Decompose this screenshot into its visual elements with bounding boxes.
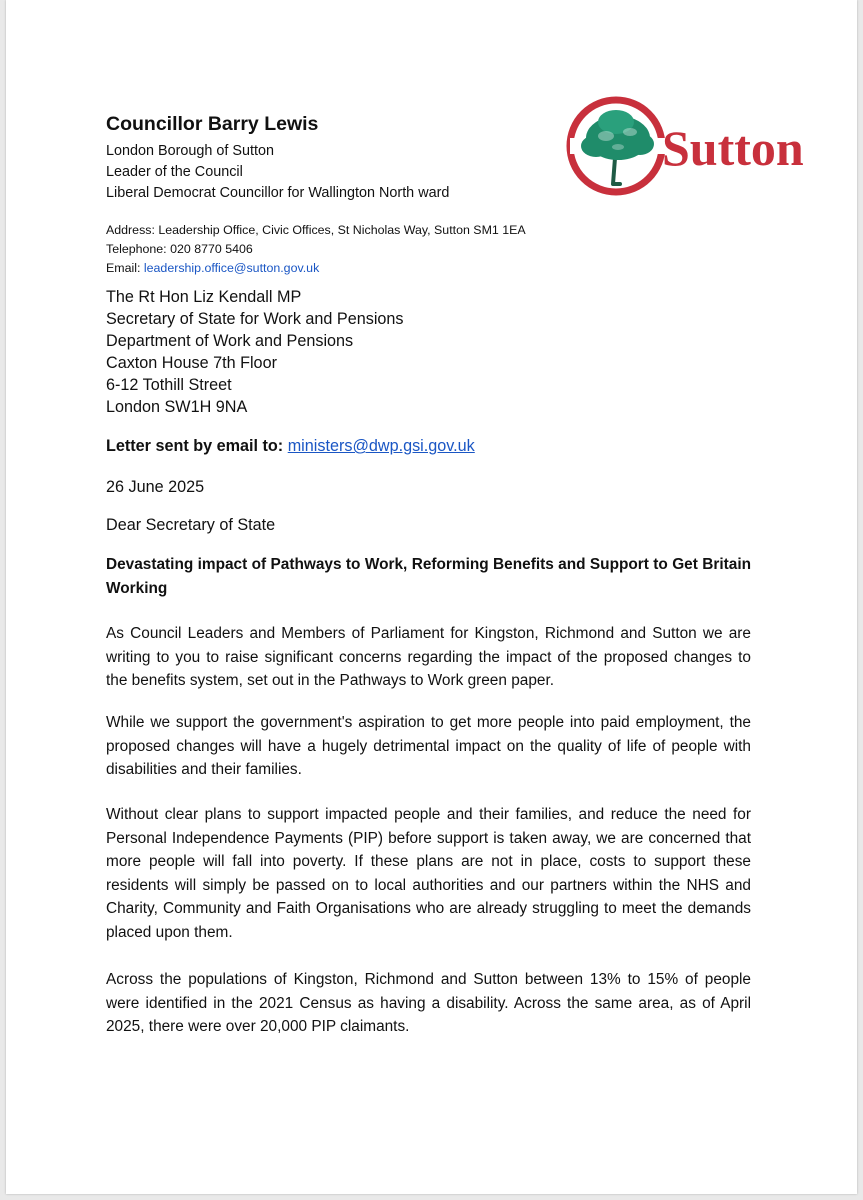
address-line	[106, 221, 526, 240]
recipient-line: 6-12 Tothill Street	[106, 376, 232, 394]
sender-name: Councillor Barry Lewis	[106, 113, 319, 135]
subject-heading: Devastating impact of Pathways to Work, Reforming Benefits and Support to Get Britain Working	[106, 556, 751, 597]
logo-text: Sutton	[662, 120, 804, 176]
address-label: Address:	[106, 223, 155, 237]
letter-date: 26 June 2025	[106, 478, 205, 496]
letter-page	[6, 0, 857, 1194]
recipient-line: Caxton House 7th Floor	[106, 354, 277, 372]
recipient-line: The Rt Hon Liz Kendall MP	[106, 288, 302, 306]
telephone-line	[106, 240, 526, 259]
email-link[interactable]: leadership.office@sutton.gov.uk	[143, 261, 320, 275]
ministers-email-link[interactable]: ministers@dwp.gsi.gov.uk	[287, 437, 475, 455]
recipient-line: Department of Work and Pensions	[106, 332, 354, 350]
sent-by-line	[106, 437, 475, 456]
email-line	[106, 259, 526, 278]
body-paragraph: As Council Leaders and Members of Parliament for Kingston, Richmond and Sutton we are writing to you to raise significant concerns regarding the impact of the proposed changes to the benefits system, set out in the Pathways to Work green paper.	[106, 625, 751, 689]
sender-line: London Borough of Sutton	[106, 143, 275, 159]
sent-by-label: Letter sent by email to:	[106, 437, 284, 455]
sender-line: Liberal Democrat Councillor for Wallington North ward	[106, 185, 450, 201]
recipient-line: London SW1H 9NA	[106, 398, 248, 416]
body-paragraph: Without clear plans to support impacted people and their families, and reduce the need for Personal Independence Payments (PIP) before support is taken away, we are concerned that more people will fall into poverty. If these plans are not in place, costs to support these residents will simply be passed on to local authorities and our partners within the NHS and Charity, Community and Faith Organisations who are already struggling to meet the demands placed upon them.	[106, 806, 751, 941]
body-paragraph: Across the populations of Kingston, Richmond and Sutton between 13% to 15% of people were identified in the 2021 Census as having a disability. Across the same area, as of April 2025, there were over 20,000 PIP claimants.	[106, 971, 751, 1035]
recipient-address	[106, 286, 404, 418]
salutation: Dear Secretary of State	[106, 516, 276, 534]
telephone-label: Telephone:	[106, 242, 167, 256]
body-paragraph: While we support the government's aspiration to get more people into paid employment, the proposed changes will have a hugely detrimental impact on the quality of life of people with disabilities and their families.	[106, 714, 751, 778]
sender-line: Leader of the Council	[106, 164, 243, 180]
telephone-value: 020 8770 5406	[170, 242, 253, 256]
address-value: Leadership Office, Civic Offices, St Nicholas Way, Sutton SM1 1EA	[158, 223, 526, 237]
sender-block	[106, 113, 449, 204]
email-label: Email:	[106, 261, 141, 275]
recipient-line: Secretary of State for Work and Pensions	[106, 310, 404, 328]
tree-emblem-icon	[570, 100, 668, 192]
contact-block	[106, 221, 526, 278]
sutton-logo	[558, 92, 848, 202]
